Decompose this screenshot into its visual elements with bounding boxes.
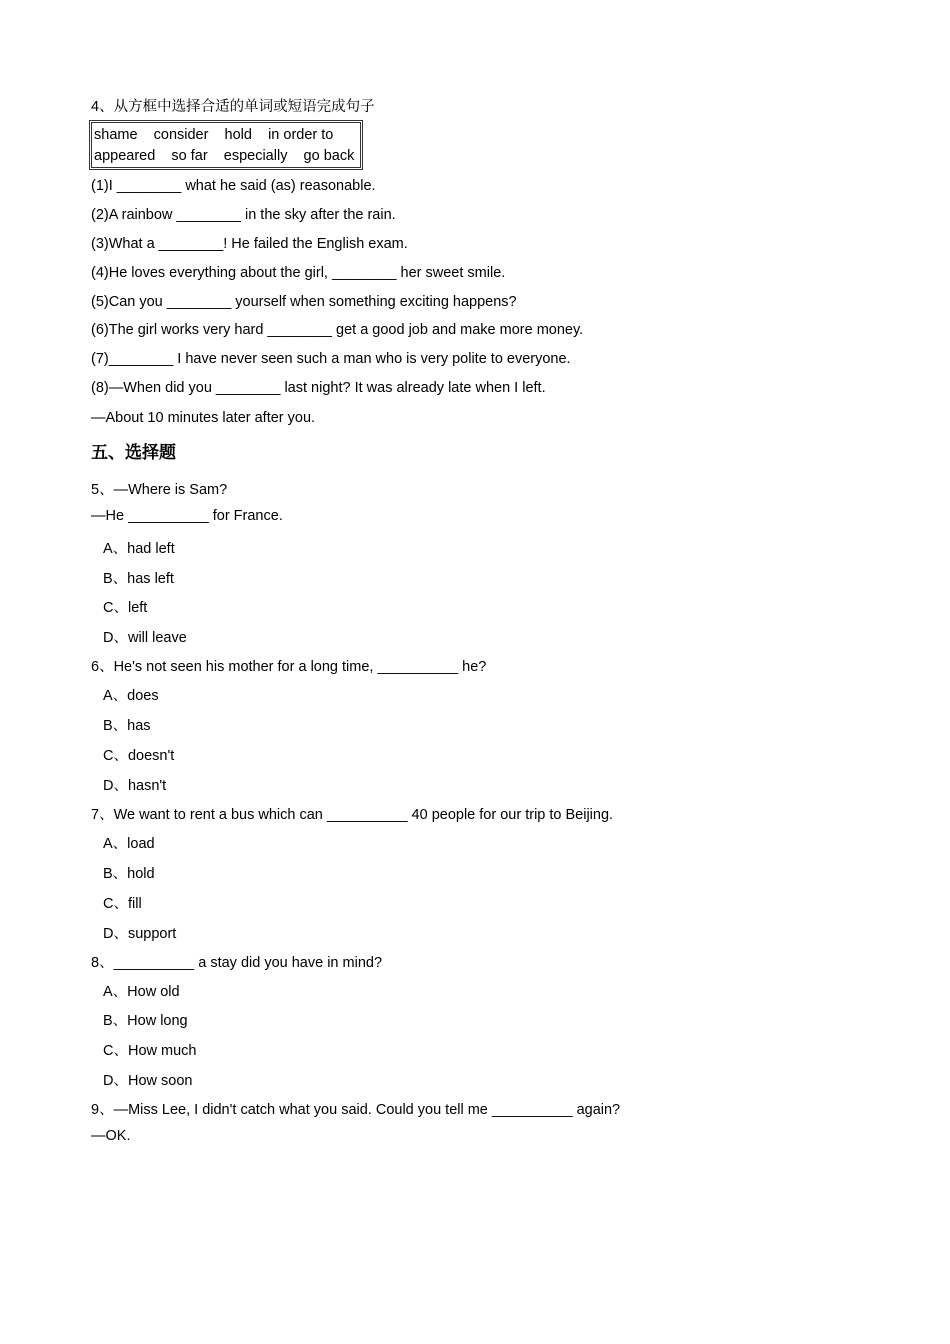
answer-option: D、How soon [103, 1073, 193, 1089]
question-stem: 6、He's not seen his mother for a long time, __________ he? [91, 659, 487, 675]
answer-option: B、hold [103, 866, 155, 882]
question-4-title: 4、从方框中选择合适的单词或短语完成句子 [91, 99, 375, 115]
fill-in-item: (1)I ________ what he said (as) reasonable. [91, 178, 376, 194]
answer-option: B、How long [103, 1013, 188, 1029]
fill-in-item: —About 10 minutes later after you. [91, 410, 316, 426]
fill-in-item: (5)Can you ________ yourself when something exciting happens? [91, 294, 517, 310]
fill-in-item: (7)________ I have never seen such a man who is very polite to everyone. [91, 351, 571, 367]
answer-option: D、will leave [103, 630, 187, 646]
question-stem: 9、—Miss Lee, I didn't catch what you said. Could you tell me __________ again? [91, 1102, 621, 1118]
answer-option: A、How old [103, 984, 180, 1000]
answer-option: D、support [103, 926, 177, 942]
fill-in-item: (3)What a ________! He failed the English exam. [91, 236, 408, 252]
answer-option: A、load [103, 836, 155, 852]
answer-option: C、How much [103, 1043, 197, 1059]
fill-in-item: (4)He loves everything about the girl, ________ her sweet smile. [91, 265, 506, 281]
question-stem: 5、—Where is Sam? [91, 482, 228, 498]
answer-option: C、left [103, 600, 148, 616]
answer-option: A、does [103, 688, 159, 704]
word-box [89, 120, 363, 170]
answer-option: A、had left [103, 541, 175, 557]
fill-in-item: (2)A rainbow ________ in the sky after the rain. [91, 207, 396, 223]
answer-option: C、fill [103, 896, 142, 912]
fill-in-item: (6)The girl works very hard ________ get a good job and make more money. [91, 322, 584, 338]
question-stem: —OK. [91, 1128, 131, 1144]
answer-option: D、hasn't [103, 778, 167, 794]
question-stem: —He __________ for France. [91, 508, 283, 524]
word-box-row: appeared so far especially go back [94, 148, 355, 164]
section-heading: 五、选择题 [91, 443, 176, 463]
answer-option: B、has [103, 718, 151, 734]
answer-option: B、has left [103, 571, 174, 587]
fill-in-item: (8)—When did you ________ last night? It was already late when I left. [91, 380, 546, 396]
question-stem: 7、We want to rent a bus which can __________ 40 people for our trip to Beijing. [91, 807, 614, 823]
answer-option: C、doesn't [103, 748, 175, 764]
question-stem: 8、__________ a stay did you have in mind? [91, 955, 383, 971]
word-box-row: shame consider hold in order to [94, 127, 334, 143]
